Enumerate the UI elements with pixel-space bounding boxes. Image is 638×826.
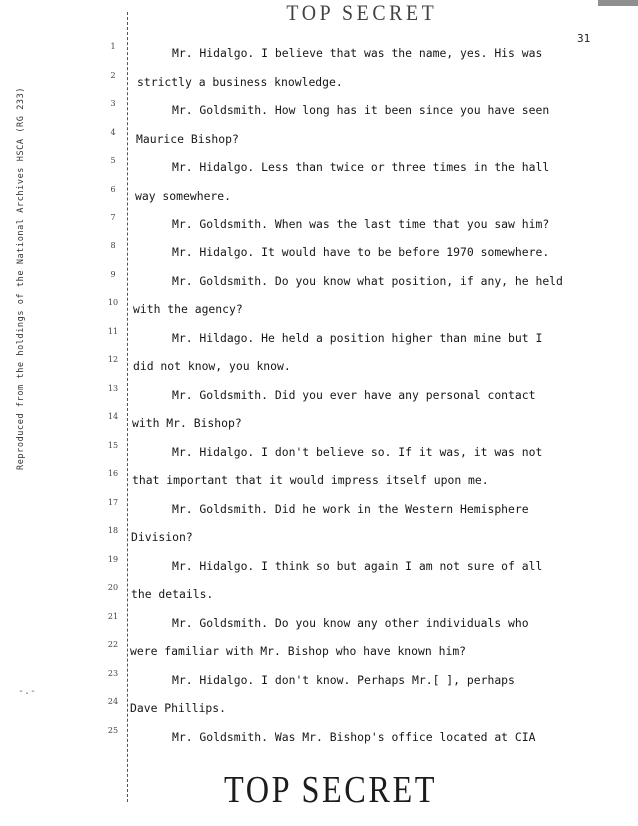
line-number: 9 <box>110 270 116 279</box>
line-number: 7 <box>110 213 116 222</box>
line-number: 20 <box>107 583 119 592</box>
line-number: 3 <box>110 99 116 108</box>
transcript-line: with Mr. Bishop? <box>132 416 242 430</box>
transcript-line: Maurice Bishop? <box>136 132 239 146</box>
line-number: 8 <box>110 241 116 250</box>
transcript-line: did not know, you know. <box>133 359 291 373</box>
transcript-line: with the agency? <box>133 302 243 316</box>
margin-mark: -.- <box>18 686 37 697</box>
line-number: 5 <box>110 156 116 165</box>
transcript-line: Mr. Hidalgo. Less than twice or three times in the hall <box>172 160 550 174</box>
line-number: 21 <box>107 612 119 621</box>
line-number: 12 <box>107 355 119 364</box>
line-number: 15 <box>107 441 119 450</box>
transcript-line: Mr. Hidalgo. It would have to be before 1970 somewhere. <box>172 245 550 259</box>
transcript-line: Mr. Hidalgo. I believe that was the name, yes. His was <box>172 46 543 60</box>
transcript-line: the details. <box>131 587 214 601</box>
transcript-line: Mr. Hidalgo. I don't know. Perhaps Mr.[ ], perhaps <box>172 673 515 687</box>
transcript-line: Mr. Hidalgo. I think so but again I am not sure of all <box>172 559 543 573</box>
line-number: 10 <box>107 298 119 307</box>
line-number: 2 <box>110 71 116 80</box>
transcript-line: Mr. Goldsmith. Do you know what position, if any, he held <box>172 274 563 288</box>
line-number: 17 <box>107 498 119 507</box>
transcript-line: that important that it would impress itself upon me. <box>132 473 489 487</box>
line-number: 13 <box>107 384 119 393</box>
line-number: 16 <box>107 469 119 478</box>
line-number: 19 <box>107 555 119 564</box>
line-number: 23 <box>107 669 119 678</box>
archive-source-note: Reproduced from the holdings of the National Archives HSCA (RG 233) <box>16 86 26 470</box>
footer-classification-stamp: TOP SECRET <box>224 769 438 811</box>
line-number: 6 <box>110 185 116 194</box>
transcript-line: Mr. Goldsmith. Did he work in the Western Hemisphere <box>172 502 529 516</box>
line-number: 18 <box>107 526 119 535</box>
transcript-line: Mr. Goldsmith. Was Mr. Bishop's office located at CIA <box>172 730 536 744</box>
margin-rule <box>127 12 128 802</box>
line-number: 24 <box>107 697 119 706</box>
header-classification-stamp: TOP SECRET <box>286 0 438 25</box>
transcript-line: Dave Phillips. <box>130 701 227 715</box>
transcript-line: Mr. Goldsmith. Do you know any other individuals who <box>172 616 529 630</box>
transcript-line: way somewhere. <box>135 189 232 203</box>
transcript-line: were familiar with Mr. Bishop who have known him? <box>130 644 467 658</box>
line-number: 11 <box>107 327 119 336</box>
page-number: 31 <box>577 32 591 45</box>
line-number: 4 <box>110 128 116 137</box>
transcript-line: Mr. Hildago. He held a position higher than mine but I <box>172 331 543 345</box>
transcript-line: Mr. Goldsmith. How long has it been since you have seen <box>172 103 550 117</box>
line-number: 25 <box>107 726 119 735</box>
line-number: 1 <box>110 42 116 51</box>
transcript-line: strictly a business knowledge. <box>137 75 343 89</box>
transcript-line: Division? <box>131 530 193 544</box>
top-right-scan-mark <box>598 0 638 6</box>
line-number: 14 <box>107 412 119 421</box>
transcript-line: Mr. Hidalgo. I don't believe so. If it was, it was not <box>172 445 543 459</box>
transcript-line: Mr. Goldsmith. When was the last time that you saw him? <box>172 217 550 231</box>
line-number: 22 <box>107 640 119 649</box>
transcript-line: Mr. Goldsmith. Did you ever have any personal contact <box>172 388 536 402</box>
